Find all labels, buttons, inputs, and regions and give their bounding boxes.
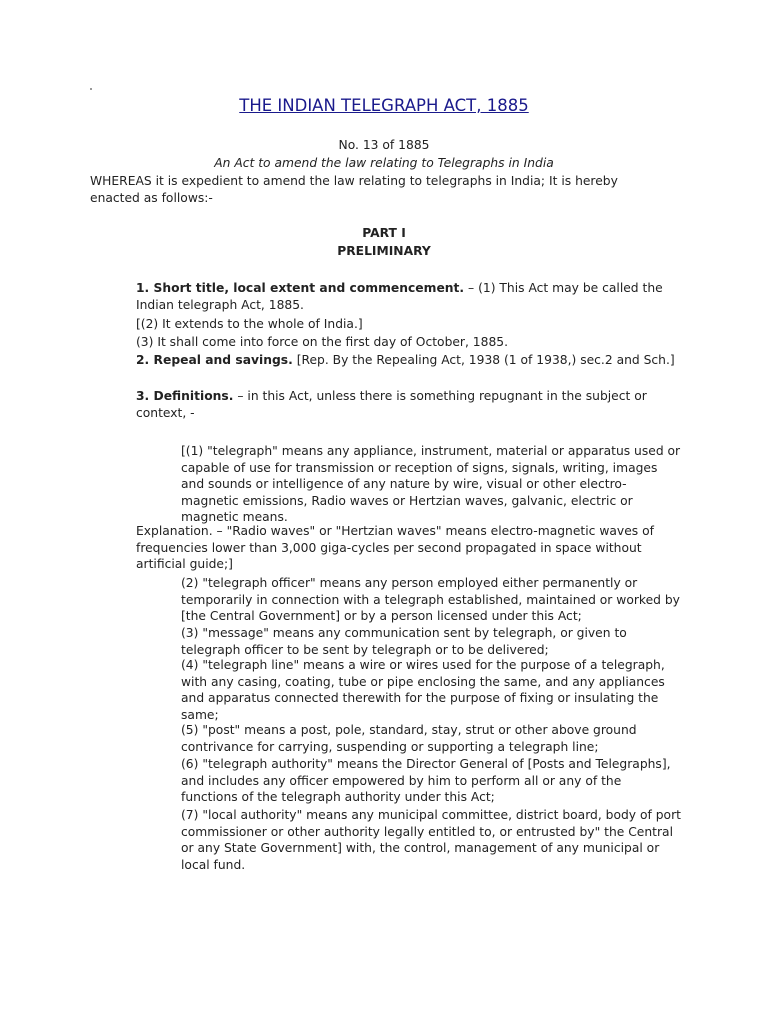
section-1-text: – (1) This Act may be called the Indian telegraph Act, 1885. (136, 281, 663, 312)
definition-5: (5) "post" means a post, pole, standard, stay, strut or other above ground contrivance for carrying, suspending or supporting a telegraph line; (181, 723, 637, 754)
definition-6: (6) "telegraph authority" means the Director General of [Posts and Telegraphs], and includes any officer empowered by him to perform all or any of the functions of the telegraph authority under this Act; (181, 757, 671, 804)
section-2-heading: 2. Repeal and savings. (136, 353, 293, 367)
part-heading: PART I (362, 226, 406, 240)
section-2-text: [Rep. By the Repealing Act, 1938 (1 of 1938,) sec.2 and Sch.] (292, 353, 675, 367)
preamble: WHEREAS it is expedient to amend the law relating to telegraphs in India; It is hereby enacted as follows:- (90, 174, 618, 205)
definition-4: (4) "telegraph line" means a wire or wires used for the purpose of a telegraph, with any casing, coating, tube or pipe enclosing the same, and any appliances and apparatus connected therewith for the purpose of fixing or insulating the same; (181, 658, 665, 722)
definition-1: [(1) "telegraph" means any appliance, instrument, material or apparatus used or capable of use for transmission or reception of signs, signals, writing, images and sounds or intelligence of any nature by wire, visual or other electro-magnetic emissions, Radio waves or Hertzian waves, galvanic, electric or magnetic means. (181, 444, 681, 524)
act-subtitle: An Act to amend the law relating to Telegraphs in India (214, 156, 554, 170)
part-title: PRELIMINARY (337, 244, 431, 258)
section-1-heading: 1. Short title, local extent and commencement. (136, 281, 465, 295)
section-1-subsection-2: [(2) It extends to the whole of India.] (136, 317, 363, 331)
definition-2: (2) "telegraph officer" means any person employed either permanently or temporarily in connection with a telegraph established, maintained or worked by [the Central Government] or by a person licensed under this Act; (181, 576, 680, 623)
section-3-text: – in this Act, unless there is something repugnant in the subject or context, - (136, 389, 647, 420)
act-number: No. 13 of 1885 (338, 138, 430, 152)
document-title: THE INDIAN TELEGRAPH ACT, 1885 (239, 96, 529, 115)
definition-explanation: Explanation. – "Radio waves" or "Hertzian waves" means electro-magnetic waves of frequencies lower than 3,000 giga-cycles per second propagated in space without artificial guide;] (136, 524, 654, 571)
section-1-subsection-3: (3) It shall come into force on the first day of October, 1885. (136, 335, 509, 349)
section-1 (136, 280, 684, 313)
definition-7: (7) "local authority" means any municipal committee, district board, body of port commissioner or other authority legally entitled to, or entrusted by" the Central or any State Government] with, the control, management of any municipal or local fund. (181, 808, 681, 872)
section-3 (136, 388, 684, 421)
section-2 (136, 352, 684, 369)
stray-dot (90, 88, 92, 90)
definition-3: (3) "message" means any communication sent by telegraph, or given to telegraph officer to be sent by telegraph or to be delivered; (181, 626, 627, 657)
section-3-heading: 3. Definitions. (136, 389, 234, 403)
